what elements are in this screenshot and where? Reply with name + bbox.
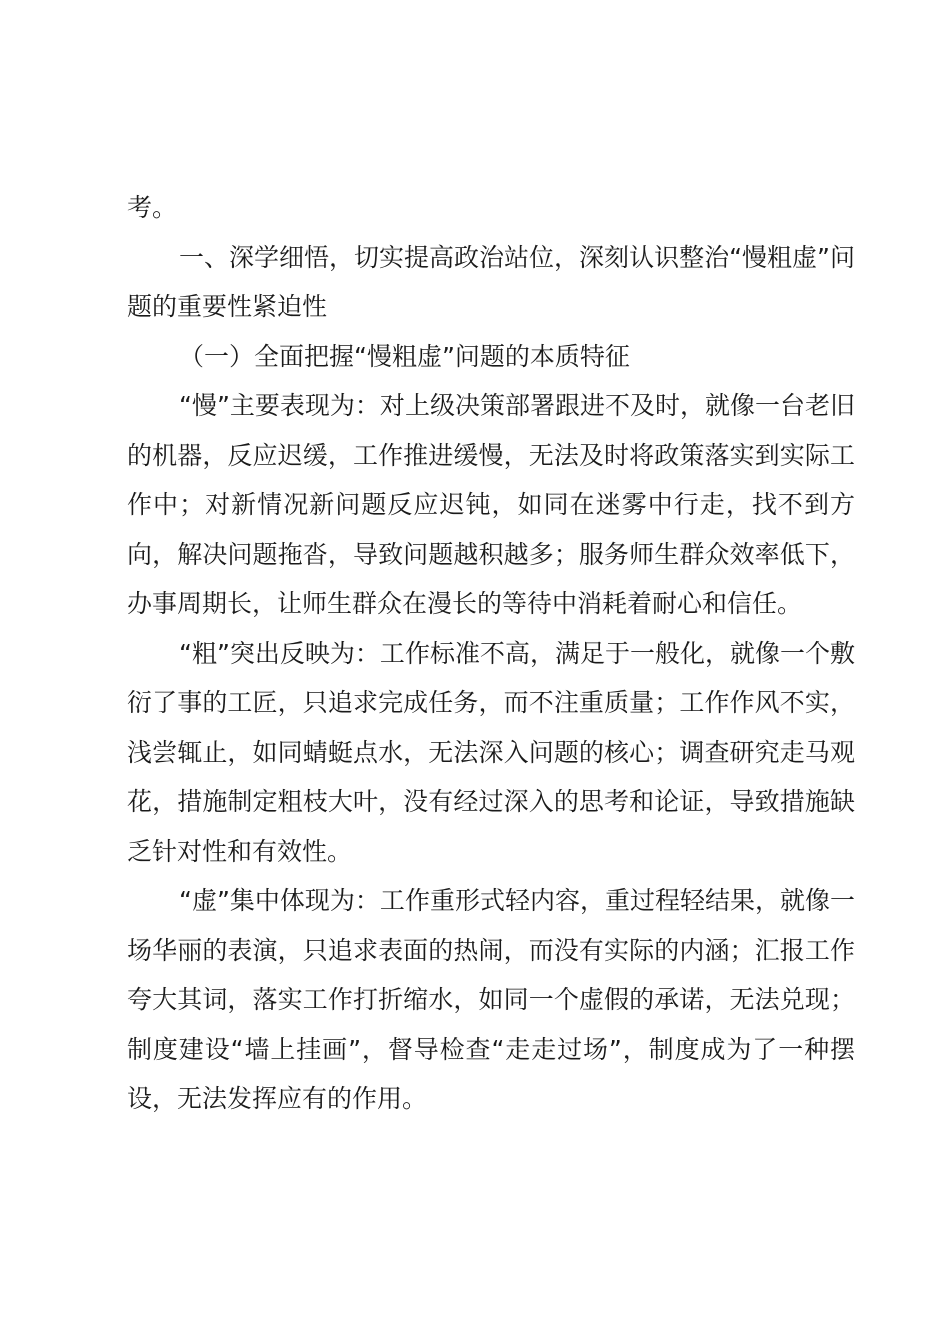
lead-fragment: 考。 <box>127 193 178 222</box>
subsection-heading: （一）全面把握“慢粗虚”问题的本质特征 <box>179 341 630 371</box>
section-heading: 一、深学细悟，切实提高政治站位，深刻认识整治“慢粗虚”问题的重要性紧迫性 <box>127 242 855 321</box>
paragraph-empty: “虚”集中体现为：工作重形式轻内容，重过程轻结果，就像一场华丽的表演，只追求表面的热闹，而没有实际的内涵；汇报工作夸大其词，落实工作打折缩水，如同一个虚假的承诺，无法兑现；制度建设“墙上挂画”，督导检查“走走过场”，制度成为了一种摆设，无法发挥应有的作用。 <box>127 886 855 1113</box>
document-body <box>127 183 855 1124</box>
paragraph-rough: “粗”突出反映为：工作标准不高，满足于一般化，就像一个敷衍了事的工匠，只追求完成任务，而不注重质量；工作作风不实，浅尝辄止，如同蜻蜓点水，无法深入问题的核心；调查研究走马观花，措施制定粗枝大叶，没有经过深入的思考和论证，导致措施缺乏针对性和有效性。 <box>127 638 855 866</box>
paragraph-slow: “慢”主要表现为：对上级决策部署跟进不及时，就像一台老旧的机器，反应迟缓，工作推进缓慢，无法及时将政策落实到实际工作中；对新情况新问题反应迟钝，如同在迷雾中行走，找不到方向，解决问题拖沓，导致问题越积越多；服务师生群众效率低下，办事周期长，让师生群众在漫长的等待中消耗着耐心和信任。 <box>127 391 855 618</box>
